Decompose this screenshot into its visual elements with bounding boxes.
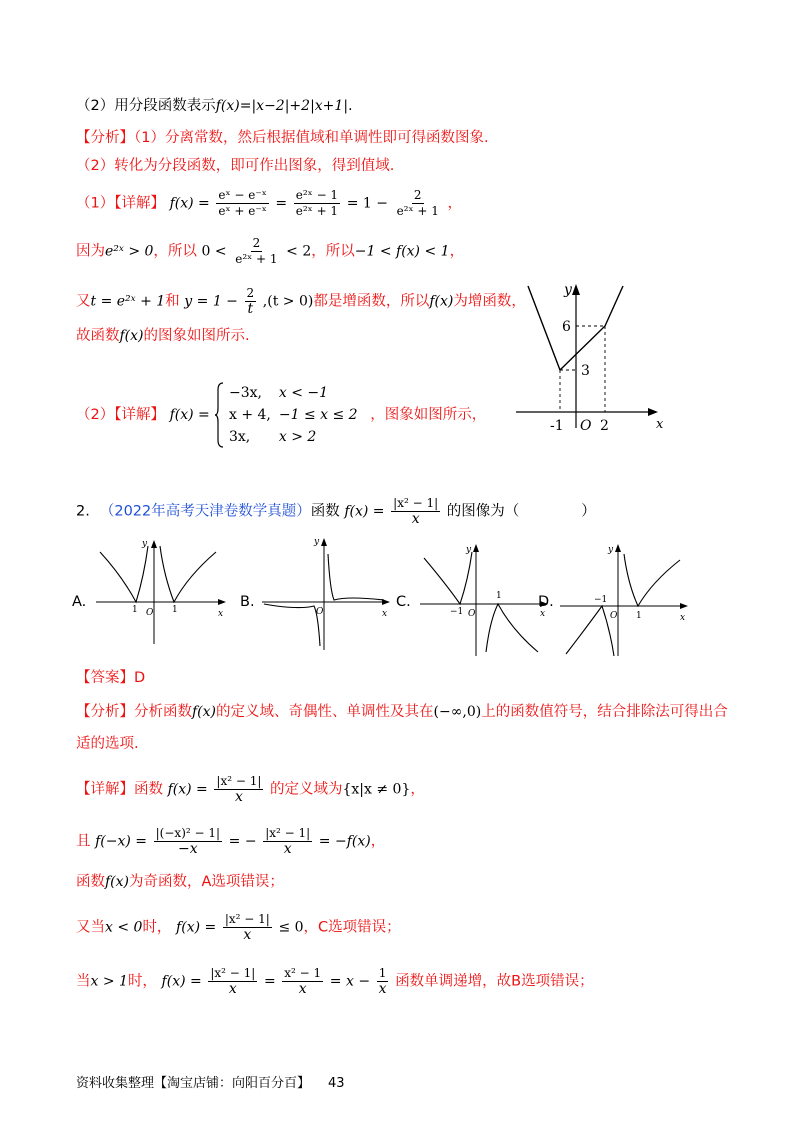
page-number: 43 bbox=[328, 1076, 345, 1091]
footer: 资料收集整理【淘宝店铺：向阳百分百】 43 bbox=[76, 1076, 345, 1091]
svg-text:-1: -1 bbox=[550, 418, 564, 434]
left-brace bbox=[214, 382, 224, 448]
part2-intro: （2）用分段函数表示f(x)=|x−2|+2|x+1|. bbox=[76, 98, 353, 114]
option-a-label[interactable]: A. bbox=[72, 594, 87, 610]
svg-text:y: y bbox=[142, 539, 148, 549]
svg-text:y: y bbox=[314, 537, 320, 547]
solution-1: （1）【详解】 f(x) = $\frac{\text{eˣ − e⁻ˣ}}{\text{eˣ + e⁻ˣ}}$ = $\frac{\text{e²ˣ − 1}}{\text{e²ˣ + 1}}$ = 1 − $\frac{2}{\text{e²ˣ + 1}}$ ， bbox=[76, 188, 463, 218]
svg-text:O: O bbox=[610, 611, 618, 621]
svg-text:x: x bbox=[382, 609, 388, 619]
option-a-graph[interactable] bbox=[92, 536, 232, 646]
svg-text:3: 3 bbox=[581, 363, 590, 379]
analysis-3-line2: 适的选项. bbox=[76, 736, 139, 752]
detail-d: 又当x < 0时， f(x) = $\frac{\text{|x² − 1|}}{x}$ ≤ 0，C选项错误； bbox=[76, 912, 401, 943]
graph-piecewise bbox=[508, 278, 670, 434]
option-d-graph[interactable] bbox=[556, 540, 696, 660]
solution-2: （2）【详解】 f(x) = −3x, x < −1 x + 4, −1 ≤ x ≤ 2 3x, x > 2 ，图象如图所示， bbox=[76, 382, 486, 448]
svg-text:2: 2 bbox=[600, 418, 609, 434]
detail-b: 且 f(−x) = $\frac{\text{|(−x)² − 1|}}{-x}$ = − $\frac{\text{|x² − 1|}}{x}$ = −f(x)， bbox=[76, 826, 386, 857]
svg-text:y: y bbox=[564, 282, 572, 298]
y-axis-arrow bbox=[572, 284, 580, 295]
analysis-1: 【分析】（1）分离常数，然后根据值域和单调性即可得函数图象. bbox=[76, 130, 489, 146]
svg-text:x: x bbox=[540, 609, 546, 619]
svg-text:6: 6 bbox=[562, 319, 571, 335]
svg-text:x: x bbox=[680, 613, 686, 623]
also-line: 又t = e²ˣ + 1和 y = 1 − $\frac{2}{t}$ ,(t > 0)都是增函数，所以f(x)为增函数， bbox=[76, 286, 526, 317]
detail-c: 函数f(x)为奇函数，A选项错误； bbox=[76, 874, 284, 890]
option-c-graph[interactable] bbox=[416, 540, 556, 660]
therefore-line: 故函数f(x)的图象如图所示. bbox=[76, 328, 250, 344]
option-d-label[interactable]: D. bbox=[538, 594, 554, 610]
option-c-label[interactable]: C. bbox=[396, 594, 411, 610]
analysis-3: 【分析】分析函数f(x)的定义域、奇偶性、单调性及其在(−∞,0)上的函数值符号，结合排除法可得出合 bbox=[76, 704, 728, 720]
svg-text:1: 1 bbox=[172, 605, 178, 615]
svg-text:x: x bbox=[218, 609, 224, 619]
option-b-label[interactable]: B. bbox=[240, 594, 255, 610]
svg-text:O: O bbox=[580, 418, 592, 434]
svg-text:−1: −1 bbox=[594, 595, 608, 605]
x-axis-arrow bbox=[648, 408, 658, 416]
svg-text:O: O bbox=[146, 608, 154, 618]
detail-e: 当x > 1时， f(x) = $\frac{\text{|x² − 1|}}{x}$ = $\frac{\text{x² − 1}}{x}$ = x − $\frac{1}{x}$ 函数单调递增，故B选项错误； bbox=[76, 966, 594, 997]
analysis-2: （2）转化为分段函数，即可作出图象，得到值域. bbox=[76, 158, 395, 174]
svg-text:1: 1 bbox=[496, 591, 502, 601]
detail-a: 【详解】函数 f(x) = $\frac{\text{|x² − 1|}}{x}$ 的定义域为{x|x ≠ 0}， bbox=[76, 774, 425, 805]
svg-text:−1: −1 bbox=[450, 607, 464, 617]
piecewise-cases: −3x, x < −1 x + 4, −1 ≤ x ≤ 2 3x, x > 2 bbox=[229, 385, 358, 445]
svg-text:y: y bbox=[608, 545, 614, 555]
svg-text:O: O bbox=[468, 609, 476, 619]
because-line: 因为e²ˣ > 0，所以 0 < $\frac{2}{\text{e²ˣ + 1}}$ < 2，所以−1 < f(x) < 1， bbox=[76, 236, 465, 266]
svg-text:O: O bbox=[316, 607, 324, 617]
svg-text:1: 1 bbox=[636, 611, 642, 621]
svg-text:x: x bbox=[656, 417, 664, 432]
svg-text:y: y bbox=[466, 545, 472, 555]
option-b-graph[interactable] bbox=[258, 534, 398, 654]
question-2: 2. （2022年高考天津卷数学真题）函数 f(x) = $\frac{\text{|x² − 1|}}{x}$ 的图像为（ ） bbox=[76, 496, 596, 527]
answer-line: 【答案】D bbox=[76, 670, 146, 686]
svg-text:1: 1 bbox=[132, 605, 138, 615]
